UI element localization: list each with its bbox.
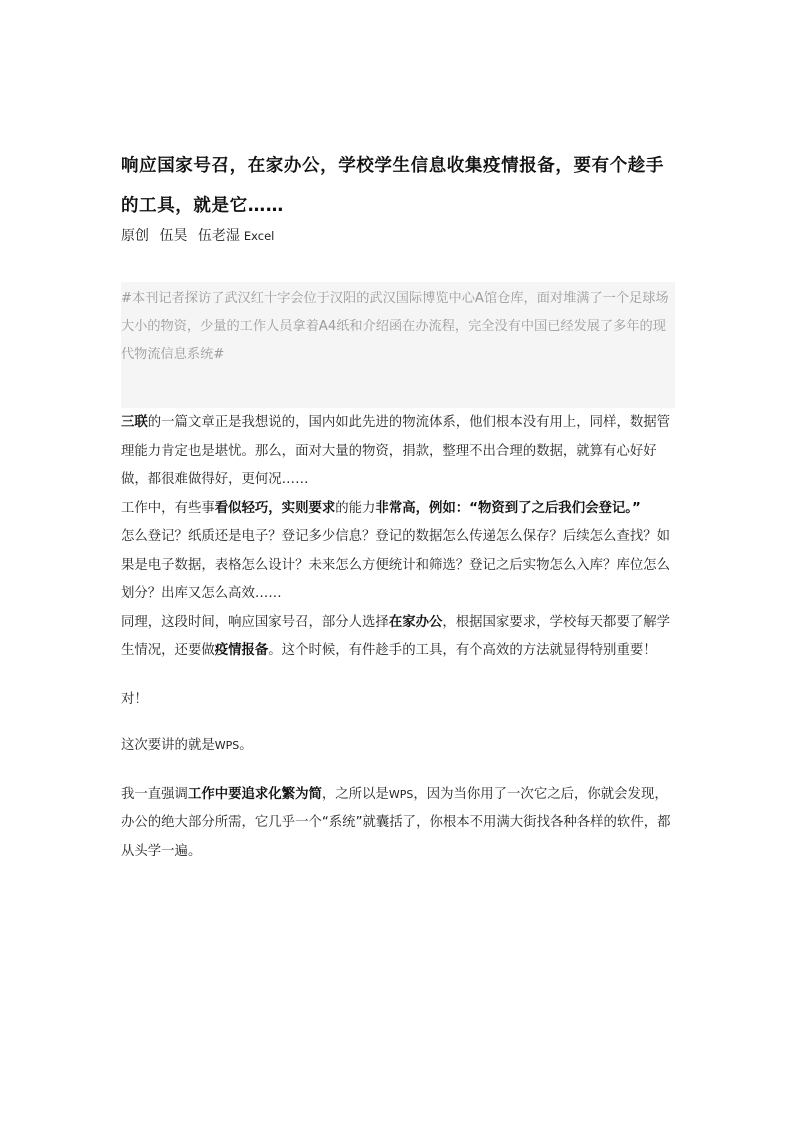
quote-block: #本刊记者探访了武汉红十字会位于汉阳的武汉国际博览中心A馆仓库，面对堆满了一个足球场大小的物资，少量的工作人员拿着A4纸和介绍函在办流程，完全没有中国已经发展了多年的现代物流信息系统# [121,282,675,408]
paragraph-2 [121,495,681,609]
article-type-label: 原创 [121,228,149,244]
bold-text: 疫情报备 [214,643,269,658]
spacer [121,714,681,732]
paragraph-text: 的一篇文章正是我想说的，国内如此先进的物流体系，他们根本没有用上，同样，数据管理能力肯定也是堪忧。那么，面对大量的物资，捐款，整理不出合理的数据，就算有心好好做，都很难做得好，更何况…… [121,415,671,487]
wps-name: WPS [214,739,240,752]
paragraph-text: 同理，这段时间，响应国家号召，部分人选择 [121,614,389,630]
bold-text: 工作中要追求化繁为简 [187,786,322,802]
source-suffix: Excel [243,229,275,243]
paragraph-text: 。这个时候，有件趁手的工具，有个高效的方法就显得特别重要！ [268,643,657,658]
paragraph-text: 这次要讲的就是 [121,738,215,753]
spacer [121,666,681,686]
paragraph-5 [121,732,681,761]
paragraph-6 [121,781,681,867]
bold-text: 非常高，例如：“物资到了之后我们会登记。” [375,500,641,516]
article-title: 响应国家号召，在家办公，学校学生信息收集疫情报备，要有个趁手的工具，就是它…… [121,156,664,216]
paragraph-text: ，根据国家要求，学校每天都要了解学生情况，还要做 [121,614,671,658]
bold-text: 看似轻巧，实则要求 [214,500,336,516]
paragraph-text: 的能力 [335,500,376,516]
paragraph-text: 工作中，有些事 [121,500,215,516]
paragraph-text: 我一直强调 [121,786,188,802]
paragraph-text: ，之所以是 [321,786,389,802]
paragraph-text: 。 [239,738,253,753]
source-name: 伍老湿 [197,228,240,244]
author-name[interactable]: 伍昊 [159,228,188,244]
paragraph-text: ，因为当你用了一次它之后，你就会发现，办公的绝大部分所需，它几乎一个“系统”就囊括了，你根本不用满大街找各种各样的软件，都从头学一遍。 [121,786,671,859]
byline [121,226,286,246]
paragraph-text: 怎么登记？纸质还是电子？登记多少信息？登记的数据怎么传递怎么保存？后续怎么查找？如果是电子数据，表格怎么设计？未来怎么方便统计和筛选？登记之后实物怎么入库？库位怎么划分？出库又怎么高效…… [121,529,671,601]
paragraph-1 [121,409,681,495]
paragraph-4 [121,686,681,715]
article-body [121,409,681,866]
spacer [121,761,681,781]
source-account[interactable] [198,228,280,244]
paragraph-text: 对！ [121,691,148,707]
wps-name: WPS [388,787,414,801]
paragraph-3 [121,609,681,666]
bold-text: 三联 [121,415,148,430]
bold-text: 在家办公 [388,614,443,630]
